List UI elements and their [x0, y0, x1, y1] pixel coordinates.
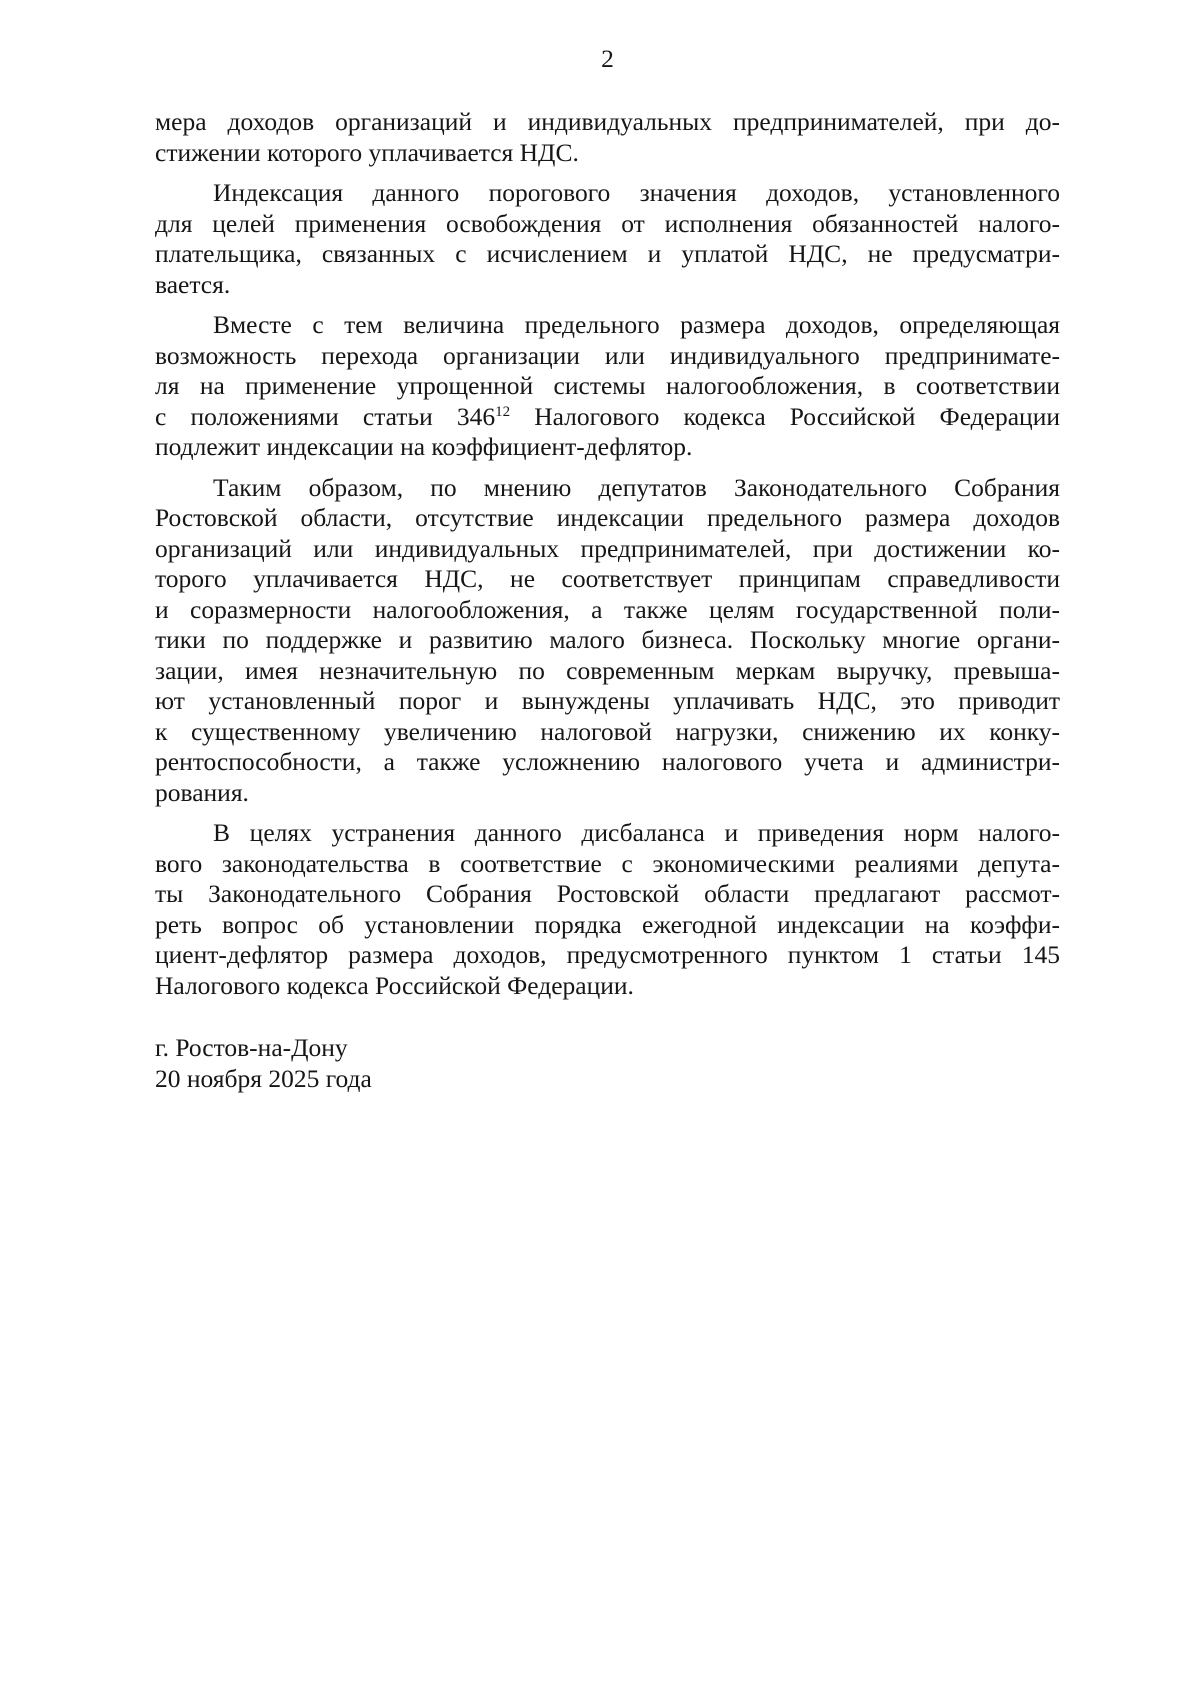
- text-line: Таким образом, по мнению депутатов Законодательного Собрания: [213, 472, 1060, 502]
- text-line: ют установленный порог и вынуждены уплачивать НДС, это приводит: [155, 686, 1060, 715]
- text-line: Ростовской области, отсутствие индексации предельного размера доходов: [155, 503, 1060, 532]
- text-line: организаций или индивидуальных предпринимателей, при достижении ко-: [155, 533, 1060, 563]
- text-line: торого уплачивается НДС, не соответствует принципам справедливости: [155, 564, 1060, 593]
- text-line: стижении которого уплачивается НДС.: [155, 137, 579, 167]
- place-and-date: [155, 1033, 1060, 1094]
- text-line: реть вопрос об установлении порядка ежегодной индексации на коэффи-: [155, 909, 1060, 939]
- text-line: В целях устранения данного дисбаланса и приведения норм налого-: [213, 818, 1060, 847]
- text-line: Налогового кодекса Российской Федерации.: [155, 970, 634, 1000]
- paragraph: [155, 818, 1060, 1001]
- signature-date: 20 ноября 2025 года: [155, 1063, 372, 1093]
- text-line: ля на применение упрощенной системы налогообложения, в соответствии: [155, 371, 1060, 400]
- text-line: Индексация данного порогового значения доходов, установленного: [213, 178, 1060, 207]
- text-line: ты Законодательного Собрания Ростовской области предлагают рассмот-: [155, 879, 1060, 908]
- text-line: вого законодательства в соответствие с экономическими реалиями депута-: [155, 848, 1060, 878]
- document-body: [155, 107, 1060, 1094]
- text-line: циент-дефлятор размера доходов, предусмотренного пунктом 1 статьи 145: [155, 940, 1060, 969]
- signature-city: г. Ростов-на-Дону: [155, 1033, 348, 1062]
- text-line: подлежит индексации на коэффициент-дефлятор.: [155, 432, 693, 461]
- superscript: 12: [495, 403, 511, 420]
- text-line: и соразмерности налогообложения, а также целям государственной поли-: [155, 594, 1060, 624]
- text-line: рования.: [155, 777, 249, 807]
- text-segment: с положениями статьи 346: [155, 401, 496, 431]
- page-number: 2: [601, 44, 614, 73]
- text-line: [155, 402, 1060, 433]
- text-line: Вместе с тем величина предельного размера доходов, определяющая: [213, 310, 1060, 339]
- text-line: тики по поддержке и развитию малого бизнеса. Поскольку многие органи-: [155, 625, 1060, 654]
- text-line: мера доходов организаций и индивидуальных предпринимателей, при до-: [155, 107, 1060, 136]
- paragraph: [155, 178, 1060, 300]
- text-line: рентоспособности, а также усложнению налогового учета и администри-: [155, 747, 1060, 776]
- text-line: вается.: [155, 269, 231, 299]
- text-line: для целей применения освобождения от исполнения обязанностей налого-: [155, 208, 1060, 238]
- paragraph: [155, 107, 1060, 168]
- paragraph: [155, 473, 1060, 809]
- text-line: к существенному увеличению налоговой нагрузки, снижению их конку-: [155, 716, 1060, 746]
- paragraph: [155, 310, 1060, 463]
- text-line: зации, имея незначительную по современным меркам выручку, превыша-: [155, 655, 1060, 685]
- text-line: плательщика, связанных с исчислением и уплатой НДС, не предусматри-: [155, 239, 1060, 268]
- text-line: возможность перехода организации или индивидуального предпринимате-: [155, 340, 1060, 370]
- text-segment: Налогового кодекса Российской Федерации: [510, 401, 1060, 431]
